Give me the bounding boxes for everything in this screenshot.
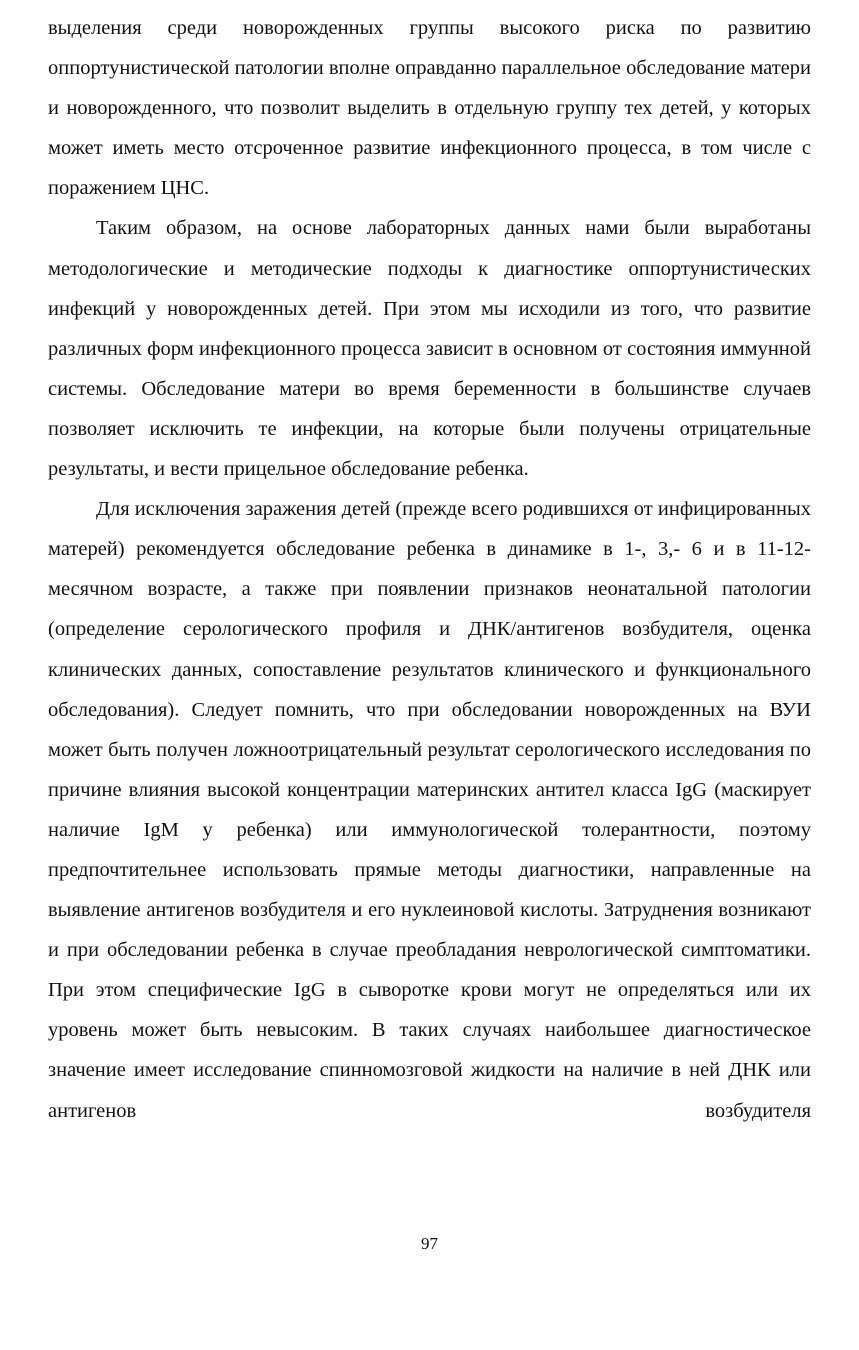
body-text xyxy=(48,8,811,1131)
paragraph-recommendations: Для исключения заражения детей (прежде всего родившихся от инфицированных матерей) рекомендуется обследование ребенка в динамике в 1-, 3,- 6 и в 11-12-месячном возрасте, а также при появлении признаков неонатальной патологии (определение серологического профиля и ДНК/антигенов возбудителя, оценка клинических данных, сопоставление результатов клинического и функционального обследования). Следует помнить, что при обследовании новорожденных на ВУИ может быть получен ложноотрицательный результат серологического исследования по причине влияния высокой концентрации материнских антител класса IgG (маскирует наличие IgM у ребенка) или иммунологической толерантности, поэтому предпочтительнее использовать прямые методы диагностики, направленные на выявление антигенов возбудителя и его нуклеиновой кислоты. Затруднения возникают и при обследовании ребенка в случае преобладания неврологической симптоматики. При этом специфические IgG в сыворотке крови могут не определяться или их уровень может быть невысоким. В таких случаях наибольшее диагностическое значение имеет исследование спинномозговой жидкости на наличие в ней ДНК или антигенов возбудителя xyxy=(48,498,811,1122)
paragraph-methodology: Таким образом, на основе лабораторных данных нами были выработаны методологические и методические подходы к диагностике оппортунистических инфекций у новорожденных детей. При этом мы исходили из того, что развитие различных форм инфекционного процесса зависит в основном от состояния иммунной системы. Обследование матери во время беременности в большинстве случаев позволяет исключить те инфекции, на которые были получены отрицательные результаты, и вести прицельное обследование ребенка. xyxy=(48,217,811,481)
page-number: 97 xyxy=(421,1234,438,1253)
paragraph-continuation: выделения среди новорожденных группы высокого риска по развитию оппортунистической патологии вполне оправданно параллельное обследование матери и новорожденного, что позволит выделить в отдельную группу тех детей, у которых может иметь место отсроченное развитие инфекционного процесса, в том числе с поражением ЦНС. xyxy=(48,17,811,200)
